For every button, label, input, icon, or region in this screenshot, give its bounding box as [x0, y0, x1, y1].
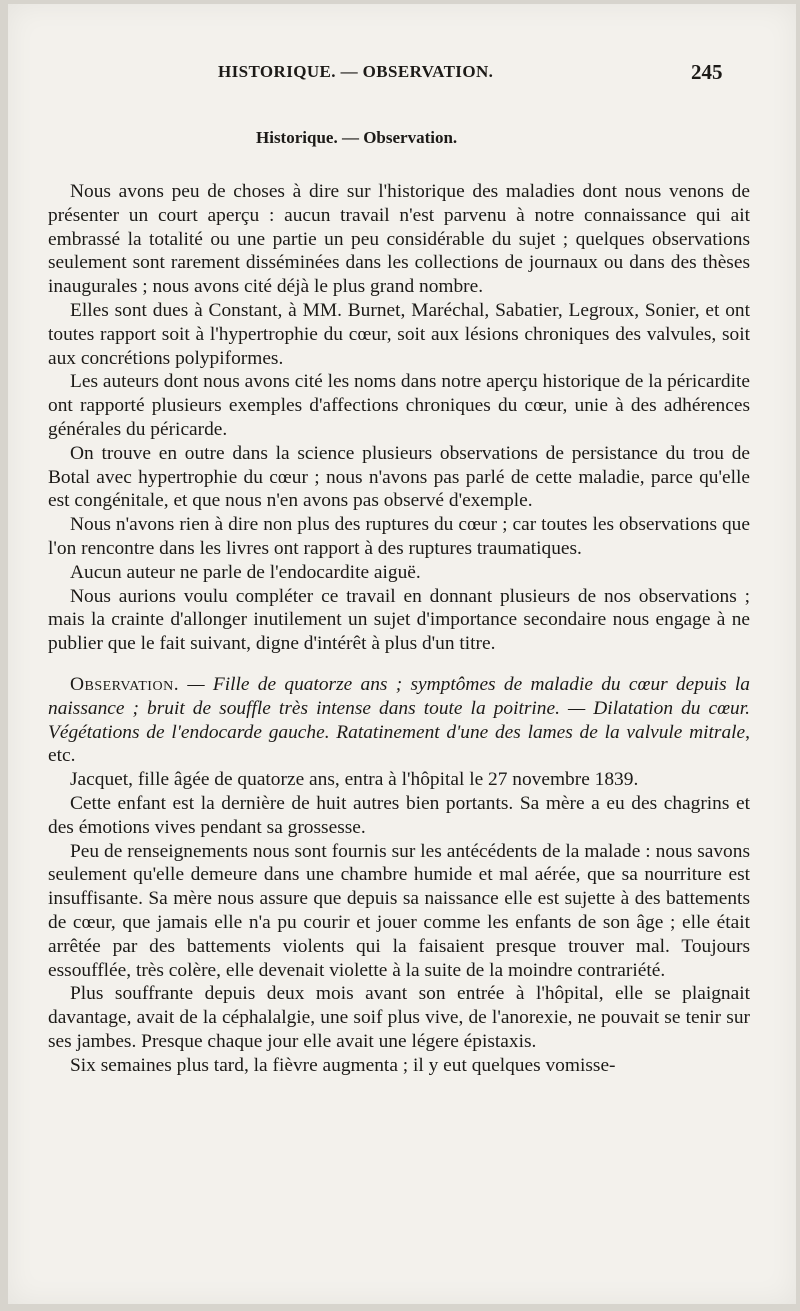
paragraph: Elles sont dues à Constant, à MM. Burnet, Maréchal, Sabatier, Legroux, Sonier, et ont toutes rapport soit à l'hypertrophie du cœur, soit aux lésions chroniques des valvules, soit aux concrétions polypiformes.	[48, 299, 750, 369]
observation-summary-end: , etc.	[48, 721, 750, 767]
page-number: 245	[691, 60, 723, 84]
observation-label: Observation.	[70, 673, 180, 695]
body-text	[48, 180, 750, 1077]
paragraph: Les auteurs dont nous avons cité les noms dans notre aperçu historique de la péricardite ont rapporté plusieurs exemples d'affections chroniques du cœur, unie à des adhérences générales du péricarde.	[48, 371, 750, 440]
paragraph: Nous n'avons rien à dire non plus des ruptures du cœur ; car toutes les observations que l'on rencontre dans les livres ont rapport à des ruptures traumatiques.	[48, 514, 750, 559]
book-page	[8, 4, 796, 1304]
running-head: HISTORIQUE. — OBSERVATION.	[218, 62, 494, 81]
paragraph: Aucun auteur ne parle de l'endocardite aiguë.	[70, 561, 421, 583]
case-paragraph: Jacquet, fille âgée de quatorze ans, entra à l'hôpital le 27 novembre 1839.	[70, 769, 639, 791]
case-paragraph: Cette enfant est la dernière de huit autres bien portants. Sa mère a eu des chagrins et des émotions vives pendant sa grossesse.	[48, 792, 750, 838]
observation-summary: — Fille de quatorze ans ; symptômes de maladie du cœur depuis la naissance ; bruit de souffle très intense dans toute la poitrine. — Dilatation du cœur. Végétations de l'endocarde gauche. Ratatinement d'une des lames de la valvule mitrale	[48, 673, 750, 743]
case-paragraph: Plus souffrante depuis deux mois avant son entrée à l'hôpital, elle se plaignait davantage, avait de la céphalalgie, une soif plus vive, de l'anorexie, ne pouvait se tenir sur ses jambes. Presque chaque jour elle avait une légere épistaxis.	[48, 983, 750, 1052]
case-paragraph: Peu de renseignements nous sont fournis sur les antécédents de la malade : nous savons seulement qu'elle demeure dans une chambre humide et mal aérée, que sa nourriture est insuffisante. Sa mère nous assure que depuis sa naissance elle est sujette à des battements de cœur, que jamais elle n'a pu courir et jouer comme les enfants de son âge ; elle était arrêtée par des battements violents qui la faisaient presque trouver mal. Toujours essoufflée, très colère, elle devenait violette à la suite de la moindre contrariété.	[48, 840, 750, 981]
section-title: Historique. — Observation.	[256, 128, 458, 147]
paragraph: Nous aurions voulu compléter ce travail en donnant plusieurs de nos observations ; mais la crainte d'allonger inutilement un sujet d'importance secondaire nous engage à ne publier que le fait suivant, digne d'intérêt à plus d'un titre.	[48, 585, 750, 655]
paragraph: On trouve en outre dans la science plusieurs observations de persistance du trou de Botal avec hypertrophie du cœur ; nous n'avons pas parlé de cette maladie, parce qu'elle est congénitale, et que nous n'en avons pas observé d'exemple.	[48, 442, 750, 512]
observation-heading	[48, 673, 750, 768]
paragraph: Nous avons peu de choses à dire sur l'historique des maladies dont nous venons de présenter un court aperçu : aucun travail n'est parvenu à notre connaissance qui ait embrassé la totalité ou une partie un peu considérable du sujet ; quelques observations seulement sont rarement disséminées dans les collections de journaux ou dans des thèses inaugurales ; nous avons cité déjà le plus grand nombre.	[48, 181, 750, 298]
case-paragraph: Six semaines plus tard, la fièvre augmenta ; il y eut quelques vomisse-	[70, 1054, 616, 1076]
